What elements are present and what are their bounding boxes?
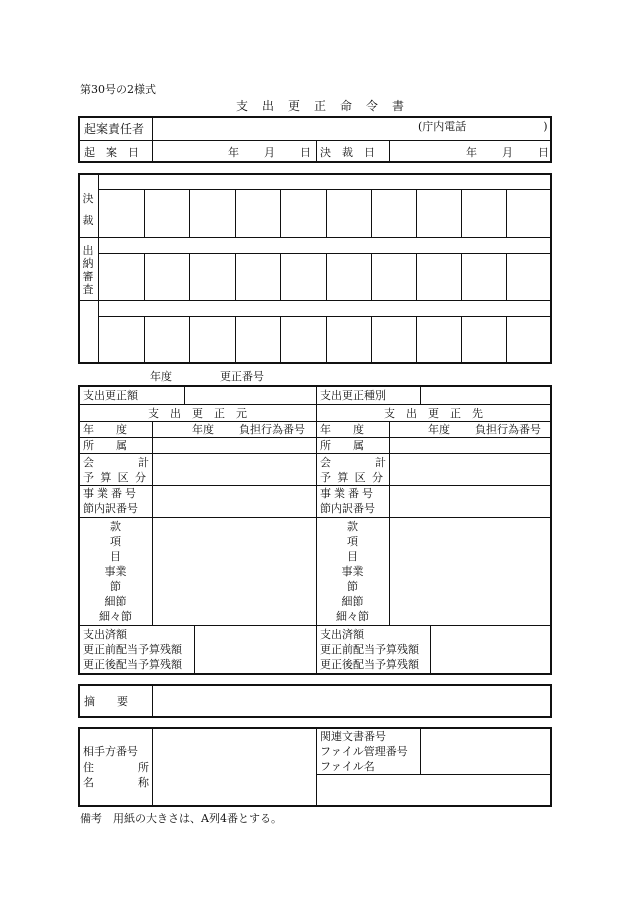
dest-items-field[interactable] [391,518,550,624]
extra-field[interactable] [318,776,550,805]
source-paid-label: 支出済額 [83,628,127,641]
dest-balance-field[interactable] [432,627,550,673]
source-subitem-label: 節内訳番号 [83,502,138,515]
approval-table [78,173,552,364]
dest-header: 支 出 更 正 先 [384,407,483,420]
counterparty-no-label: 相手方番号 [83,745,138,758]
draft-date-label: 起 案 日 [84,146,139,159]
summary-label: 摘 要 [84,695,128,708]
kind-label: 支出更正種別 [320,389,386,402]
source-project-field[interactable] [154,486,314,517]
draft-month-unit: 月 [264,146,275,159]
dest-budget-division-label: 予 算 区 分 [320,471,386,484]
amount-field[interactable] [186,387,314,403]
source-item-saisetsu: 細節 [104,595,127,608]
audit-label: 出納審査 [82,244,94,296]
source-item-jigyo: 事業 [104,565,127,578]
dest-item-kan: 款 [347,520,358,533]
source-burden-label: 負担行為番号 [239,423,305,436]
source-balance-field[interactable] [196,627,314,673]
source-item-kan: 款 [110,520,121,533]
source-after-balance-label: 更正後配当予算残額 [83,658,182,671]
note: 備考 用紙の大きさは、A列4番とする。 [80,812,282,825]
dest-subitem-label: 節内訳番号 [320,502,375,515]
file-mgmt-label: ファイル管理番号 [320,745,408,758]
dest-project-field[interactable] [391,486,550,517]
dest-burden-label: 負担行為番号 [475,423,541,436]
drafter-field[interactable] [154,118,414,138]
source-before-balance-label: 更正前配当予算残額 [83,643,182,656]
form-number: 第30号の2様式 [80,83,156,96]
dest-item-saisetsu: 細節 [341,595,364,608]
source-year-short: 年度 [192,423,214,436]
decision-month-unit: 月 [502,146,513,159]
related-doc-label: 関連文書番号 [320,730,386,743]
dest-dept-label: 所 属 [320,439,364,452]
decision-day-unit: 日 [538,146,549,159]
decision-label: 決裁 [82,192,94,227]
source-item-moku: 目 [110,550,121,563]
dest-year-label: 年 度 [320,423,364,436]
amount-label: 支出更正額 [83,389,138,402]
decision-date-label: 決 裁 日 [320,146,375,159]
draft-day-unit: 日 [300,146,311,159]
source-year-label: 年 度 [83,423,127,436]
source-dept-label: 所 属 [83,439,127,452]
dest-year-short: 年度 [428,423,450,436]
dest-item-setsu: 節 [347,580,358,593]
fiscal-year-label: 年度 [150,370,172,383]
dest-item-kou: 項 [347,535,358,548]
dest-before-balance-label: 更正前配当予算残額 [320,643,419,656]
dest-account-label: 会 計 [320,456,386,469]
counterparty-name-label: 名 称 [83,776,149,789]
phone-label: (庁内電話 ) [418,120,548,133]
form-title: 支 出 更 正 命 令 書 [236,99,406,113]
source-account-field[interactable] [154,454,314,485]
source-account-label: 会 計 [83,456,149,469]
doc-info-field[interactable] [422,729,550,773]
source-item-kou: 項 [110,535,121,548]
dest-paid-label: 支出済額 [320,628,364,641]
dest-item-jigyo: 事業 [341,565,364,578]
dest-item-moku: 目 [347,550,358,563]
draft-year-unit: 年 [228,146,239,159]
source-item-saisaisetsu: 細々節 [99,610,132,623]
source-budget-division-label: 予 算 区 分 [83,471,149,484]
source-dept-field[interactable] [154,438,314,453]
decision-year-unit: 年 [466,146,477,159]
dest-after-balance-label: 更正後配当予算残額 [320,658,419,671]
counterparty-address-label: 住 所 [83,761,149,774]
dest-account-field[interactable] [391,454,550,485]
summary-field[interactable] [154,686,550,716]
counterparty-field[interactable] [154,729,314,805]
dest-project-label: 事業番号 [320,487,376,500]
drafter-label: 起案責任者 [84,122,145,136]
source-header: 支 出 更 正 元 [148,407,247,420]
source-project-label: 事業番号 [83,487,139,500]
dest-dept-field[interactable] [391,438,550,453]
source-item-setsu: 節 [110,580,121,593]
source-items-field[interactable] [154,518,314,624]
correction-no-label: 更正番号 [220,370,264,383]
file-name-label: ファイル名 [320,760,375,773]
dest-item-saisaisetsu: 細々節 [336,610,369,623]
kind-field[interactable] [422,387,550,403]
